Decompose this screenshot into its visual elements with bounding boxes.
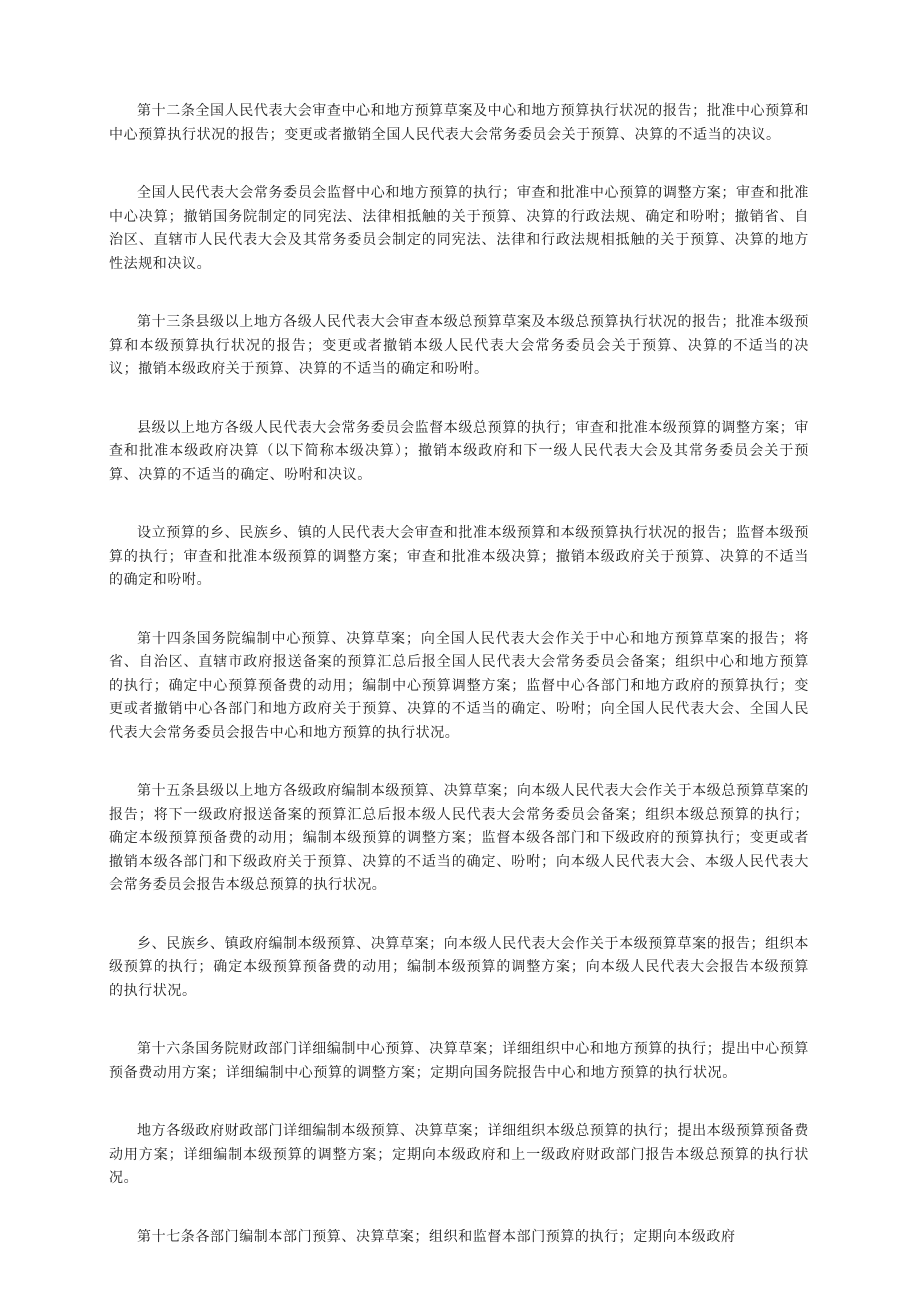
paragraph-article-16: 第十六条国务院财政部门详细编制中心预算、决算草案；详细组织中心和地方预算的执行；提出中心预算预备费动用方案；详细编制中心预算的调整方案；定期向国务院报告中心和地方预算的执行状况。 xyxy=(109,1041,809,1081)
paragraph-npc-standing-committee: 全国人民代表大会常务委员会监督中心和地方预算的执行；审查和批准中心预算的调整方案；审查和批准中心决算；撤销国务院制定的同宪法、法律相抵触的关于预算、决算的行政法规、确定和吩咐；撤销省、自治区、直辖市人民代表大会及其常务委员会制定的同宪法、法律和行政法规相抵触的关于预算、决算的地方性法规和决议。 xyxy=(109,185,809,272)
paragraph-article-15: 第十五条县级以上地方各级政府编制本级预算、决算草案；向本级人民代表大会作关于本级总预算草案的报告；将下一级政府报送备案的预算汇总后报本级人民代表大会常务委员会备案；组织本级总预算的执行；确定本级预算预备费的动用；编制本级预算的调整方案；监督本级各部门和下级政府的预算执行；变更或者撤销本级各部门和下级政府关于预算、决算的不适当的确定、吩咐；向本级人民代表大会、本级人民代表大会常务委员会报告本级总预算的执行状况。 xyxy=(109,783,809,893)
paragraph-article-13: 第十三条县级以上地方各级人民代表大会审查本级总预算草案及本级总预算执行状况的报告；批准本级预算和本级预算执行状况的报告；变更或者撤销本级人民代表大会常务委员会关于预算、决算的不适当的决议；撤销本级政府关于预算、决算的不适当的确定和吩咐。 xyxy=(109,314,809,377)
paragraph-article-14: 第十四条国务院编制中心预算、决算草案；向全国人民代表大会作关于中心和地方预算草案的报告；将省、自治区、直辖市政府报送备案的预算汇总后报全国人民代表大会常务委员会备案；组织中心和地方预算的执行；确定中心预算预备费的动用；编制中心预算调整方案；监督中心各部门和地方政府的预算执行；变更或者撤销中心各部门和地方政府关于预算、决算的不适当的确定、吩咐；向全国人民代表大会、全国人民代表大会常务委员会报告中心和地方预算的执行状况。 xyxy=(109,630,809,741)
paragraph-township-government: 乡、民族乡、镇政府编制本级预算、决算草案；向本级人民代表大会作关于本级预算草案的报告；组织本级预算的执行；确定本级预算预备费的动用；编制本级预算的调整方案；向本级人民代表大会报告本级预算的执行状况。 xyxy=(109,935,809,999)
paragraph-article-17: 第十七条各部门编制本部门预算、决算草案；组织和监督本部门预算的执行；定期向本级政府 xyxy=(137,1228,736,1245)
paragraph-article-12: 第十二条全国人民代表大会审查中心和地方预算草案及中心和地方预算执行状况的报告；批准中心预算和中心预算执行状况的报告；变更或者撤销全国人民代表大会常务委员会关于预算、决算的不适当的决议。 xyxy=(109,103,809,143)
paragraph-township-congress: 设立预算的乡、民族乡、镇的人民代表大会审查和批准本级预算和本级预算执行状况的报告；监督本级预算的执行；审查和批准本级预算的调整方案；审查和批准本级决算；撤销本级政府关于预算、决算的不适当的确定和吩咐。 xyxy=(109,525,809,588)
paragraph-local-finance-departments: 地方各级政府财政部门详细编制本级预算、决算草案；详细组织本级总预算的执行；提出本级预算预备费动用方案；详细编制本级预算的调整方案；定期向本级政府和上一级政府财政部门报告本级总预算的执行状况。 xyxy=(109,1123,809,1186)
document-page xyxy=(109,100,809,1249)
paragraph-local-standing-committee: 县级以上地方各级人民代表大会常务委员会监督本级总预算的执行；审查和批准本级预算的调整方案；审查和批准本级政府决算（以下简称本级决算）；撤销本级政府和下一级人民代表大会及其常务委员会关于预算、决算的不适当的确定、吩咐和决议。 xyxy=(109,419,809,483)
